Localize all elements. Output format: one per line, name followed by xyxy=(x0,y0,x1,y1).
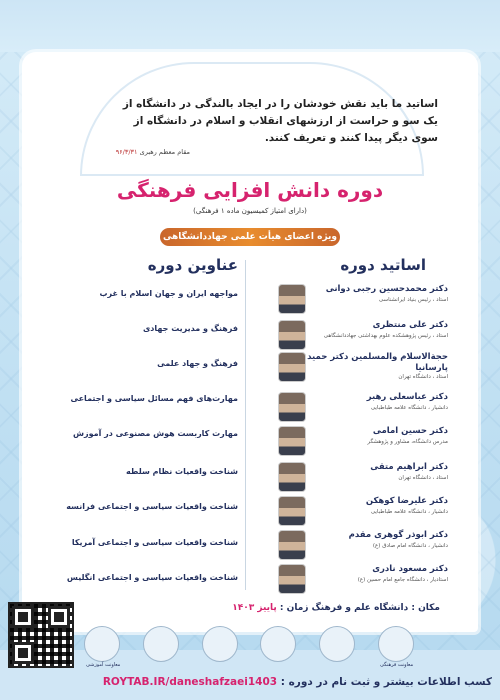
teacher-name: دکتر ابوذر گوهری مقدم xyxy=(348,530,448,540)
teacher-role: مدرس دانشگاه، مشاور و پژوهشگر xyxy=(367,439,448,445)
column-divider xyxy=(245,260,246,590)
course-item: فرهنگ و جهاد علمی xyxy=(157,359,238,368)
course-subtitle: (دارای امتیاز کمیسیون ماده ۱ فرهنگی) xyxy=(193,207,307,215)
university-icon xyxy=(260,626,296,662)
teacher-name: دکتر ابراهیم متقی xyxy=(370,462,448,472)
course-title: دوره دانش افزایی فرهنگی xyxy=(116,178,384,202)
registration-link[interactable]: ROYTAB.IR/daneshafzaei1403 xyxy=(102,676,278,688)
registration-text: کسب اطلاعات بیشتر و ثبت نام در دوره : xyxy=(280,676,492,688)
teacher-photo xyxy=(278,426,306,456)
teacher-role: استاد ، دانشگاه تهران xyxy=(398,475,448,481)
teacher-name: دکتر علیرضا کوهکن xyxy=(365,496,448,506)
logo-caption: معاونت آموزشی xyxy=(86,662,121,668)
course-item: مواجهه ایران و جهان اسلام با غرب xyxy=(99,289,238,298)
signature-date: ۹۶/۳/۳۱ xyxy=(115,148,138,156)
qr-code[interactable] xyxy=(8,602,74,668)
quote-signature xyxy=(116,148,190,156)
audience-ribbon: ویژه اعضای هیأت علمی جهاددانشگاهی xyxy=(160,228,340,246)
season-label: پاییز ۱۴۰۳ xyxy=(232,603,277,613)
teacher-name: دکتر علی منتظری xyxy=(372,320,448,330)
time-label: زمان : xyxy=(279,603,309,613)
teacher-name: دکتر حسین امامی xyxy=(372,426,448,436)
course-item: مهارت‌های فهم مسائل سیاسی و اجتماعی xyxy=(70,394,238,403)
teacher-name: دکتر محمدحسین رجبی دوانی xyxy=(325,284,448,294)
teachers-header: اساتید دوره xyxy=(340,256,426,274)
teacher-role: دانشیار ، دانشگاه علامه طباطبایی xyxy=(370,509,448,515)
place-label: مکان : دانشگاه علم و فرهنگ xyxy=(311,603,440,613)
logo-caption: معاونت فرهنگی xyxy=(380,662,414,668)
qr-finder xyxy=(12,642,34,664)
teacher-role: دانشیار ، دانشگاه امام صادق (ع) xyxy=(372,543,448,549)
knowledge-icon xyxy=(319,626,355,662)
teacher-role: استاد ، رئیس پژوهشکده علوم بهداشتی جهاددانشگاهی xyxy=(323,333,448,339)
teacher-item xyxy=(278,424,448,458)
jihad-icon xyxy=(378,626,414,662)
course-item: فرهنگ و مدیریت جهادی xyxy=(142,324,238,333)
course-item: شناخت واقعیات نظام سلطه xyxy=(126,467,238,476)
teacher-photo xyxy=(278,284,306,314)
teacher-item xyxy=(278,528,448,562)
teacher-role: استاد ، دانشگاه تهران xyxy=(398,374,448,380)
teacher-item xyxy=(278,460,448,494)
teacher-item xyxy=(278,494,448,528)
teacher-name: دکتر مسعود نادری xyxy=(372,564,448,574)
teacher-item xyxy=(278,562,448,596)
course-item: شناخت واقعیات سیاسی و اجتماعی فرانسه xyxy=(66,502,238,511)
course-item: شناخت واقعیات سیاسی و اجتماعی انگلیس xyxy=(66,573,238,582)
leader-quote: اساتید ما باید نقش خودشان را در ایجاد بالندگی در دانشگاه از یک سو و حراست از ارزشهای انقلاب و اسلام در دانشگاه از سوی دیگر پیدا کنند و تعریف کنند. xyxy=(122,98,438,144)
teacher-photo xyxy=(278,320,306,350)
teacher-photo xyxy=(278,462,306,492)
teacher-name: حجةالاسلام والمسلمین دکتر حمید پارسانیا xyxy=(307,352,448,373)
teacher-photo xyxy=(278,496,306,526)
teacher-item xyxy=(278,350,448,384)
teacher-role: استاد ، رئیس بنیاد ایرانشناسی xyxy=(378,297,448,303)
teacher-photo xyxy=(278,530,306,560)
qr-finder xyxy=(12,606,34,628)
emblem-icon xyxy=(84,626,120,662)
teacher-photo xyxy=(278,392,306,422)
teacher-item xyxy=(278,282,448,316)
teacher-role: استادیار ، دانشگاه جامع امام حسین (ع) xyxy=(357,577,448,583)
place-and-time xyxy=(232,603,440,613)
course-item: شناخت واقعیات سیاسی و اجتماعی آمریکا xyxy=(71,538,238,547)
qr-finder xyxy=(48,606,70,628)
teacher-item xyxy=(278,390,448,424)
titles-header: عناوین دوره xyxy=(147,256,238,274)
registration-line xyxy=(103,676,492,688)
ministry-icon xyxy=(202,626,238,662)
signature-text: مقام معظم رهبری xyxy=(139,148,190,156)
teacher-name: دکتر عباسعلی رهبر xyxy=(366,392,448,402)
teacher-photo xyxy=(278,564,306,594)
sponsor-logos xyxy=(84,626,414,660)
course-item: مهارت کاربست هوش مصنوعی در آموزش xyxy=(72,429,238,438)
top-band xyxy=(0,0,500,52)
teacher-item xyxy=(278,318,448,352)
seal-icon xyxy=(143,626,179,662)
teacher-role: دانشیار ، دانشگاه علامه طباطبایی xyxy=(370,405,448,411)
